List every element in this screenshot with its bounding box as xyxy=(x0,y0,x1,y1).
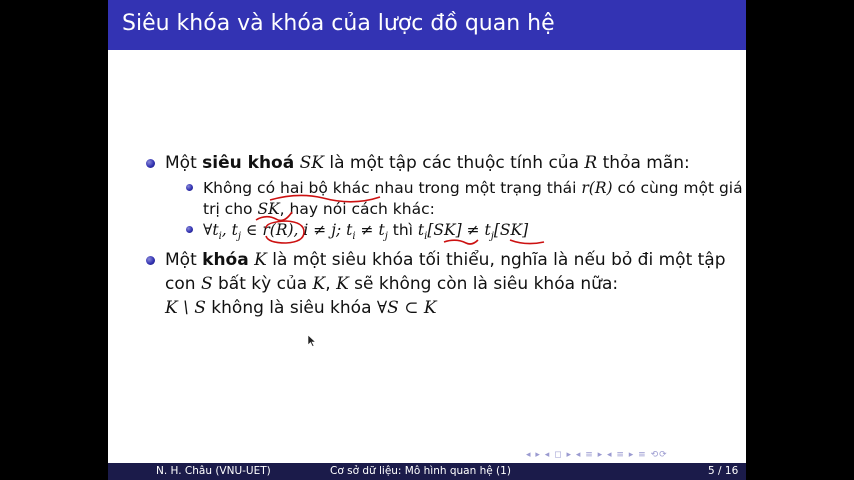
underline-khac-nhau xyxy=(270,195,380,201)
bullet1-t1: Một xyxy=(165,153,203,173)
bullet1-t2: là một tập các thuộc tính của xyxy=(329,153,579,173)
forall-symbol: ∀ xyxy=(203,221,213,239)
t-i: t xyxy=(212,221,219,239)
footer xyxy=(108,463,746,480)
t-i-2: t xyxy=(346,221,353,239)
footer-course: Cơ sở dữ liệu: Mô hình quan hệ (1) xyxy=(330,465,511,477)
t-j: t xyxy=(231,221,238,239)
bullet2-math3: K xyxy=(312,274,326,294)
bullet2-bold: khóa xyxy=(202,250,249,270)
in-symbol: ∈ xyxy=(245,221,258,239)
bullet2-line2b: bất kỳ của xyxy=(218,274,308,294)
t-i-3: t xyxy=(417,221,425,239)
bullet2-line2c: , xyxy=(325,274,331,294)
i-neq-j: i ≠ j; xyxy=(303,221,342,239)
sub1-line2-text: trị cho xyxy=(203,200,253,218)
underline-sk-bracket-1 xyxy=(444,240,478,244)
bullet2-line3b: không là siêu khóa xyxy=(211,298,372,318)
sub1-line1-text: Không có hai bộ khác nhau trong một trạng thái xyxy=(203,179,577,197)
neq-symbol: ≠ xyxy=(360,221,374,239)
sk-bracket-1: [SK] xyxy=(427,221,462,239)
idx-j-3: j xyxy=(490,231,494,243)
slide-title: Siêu khóa và khóa của lược đồ quan hệ xyxy=(122,11,555,36)
underline-sk-bracket-2 xyxy=(510,240,544,244)
circle-r-of-R xyxy=(266,221,304,243)
bullet2-math4: K xyxy=(336,274,349,294)
underline-sk xyxy=(256,212,292,220)
bullet1-bold: siêu khoá xyxy=(202,153,295,173)
r-of-R: r(R) xyxy=(262,221,294,239)
neq-symbol-2: ≠ xyxy=(466,221,480,239)
beamer-nav-controls[interactable]: ◂ ▸ ◂ ◻ ▸ ◂ ≡ ▸ ◂ ≡ ▸ ≡ ⟲⟳ xyxy=(526,450,668,460)
bullet1-math2: R xyxy=(584,153,598,173)
bullet2-math: K xyxy=(254,250,267,270)
bullet1-t3: thỏa mãn: xyxy=(602,153,690,173)
footer-author: N. H. Châu (VNU-UET) xyxy=(156,465,271,477)
idx-j-2: j xyxy=(384,231,388,243)
sub1-line1b: có cùng một giá xyxy=(617,179,743,197)
idx-i: i xyxy=(218,231,222,243)
footer-page: 5 / 16 xyxy=(708,465,739,477)
idx-i-2: i xyxy=(352,231,356,243)
bullet2-line3c: ∀S ⊂ K xyxy=(376,298,437,318)
bullet2-t1: Một xyxy=(165,250,203,270)
mouse-cursor-icon xyxy=(307,334,317,348)
sub1-math: r(R) xyxy=(581,179,613,197)
sk-bracket-2: [SK] xyxy=(493,221,529,239)
sub2-formula: $\forall t_i$, $t_j$ ∈ r(R), i ≠ j; $t_i \ne t_j$ thì $t_i[SK] \ne t_j[SK]$ xyxy=(203,221,529,243)
slide xyxy=(108,0,746,480)
bullet1-math: SK xyxy=(299,153,324,173)
sub1-math2: SK xyxy=(257,200,280,218)
sub1-line2b: , hay nói cách khác: xyxy=(279,200,435,218)
t-j-2: t xyxy=(378,221,385,239)
handwritten-annotations xyxy=(108,0,746,480)
bullet2-line2d: sẽ không còn là siêu khóa nữa: xyxy=(354,274,619,294)
idx-j: j xyxy=(237,231,241,243)
bullet2-line2a: con xyxy=(165,274,196,294)
idx-i-3: i xyxy=(424,231,428,243)
bullet2-math2: S xyxy=(200,274,213,294)
bullet2-line3a: K \ S xyxy=(165,298,206,318)
bullet2-t2: là một siêu khóa tối thiểu, nghĩa là nếu bỏ đi một tập xyxy=(272,250,726,270)
thi-word: thì xyxy=(392,221,413,239)
t-j-3: t xyxy=(484,221,491,239)
